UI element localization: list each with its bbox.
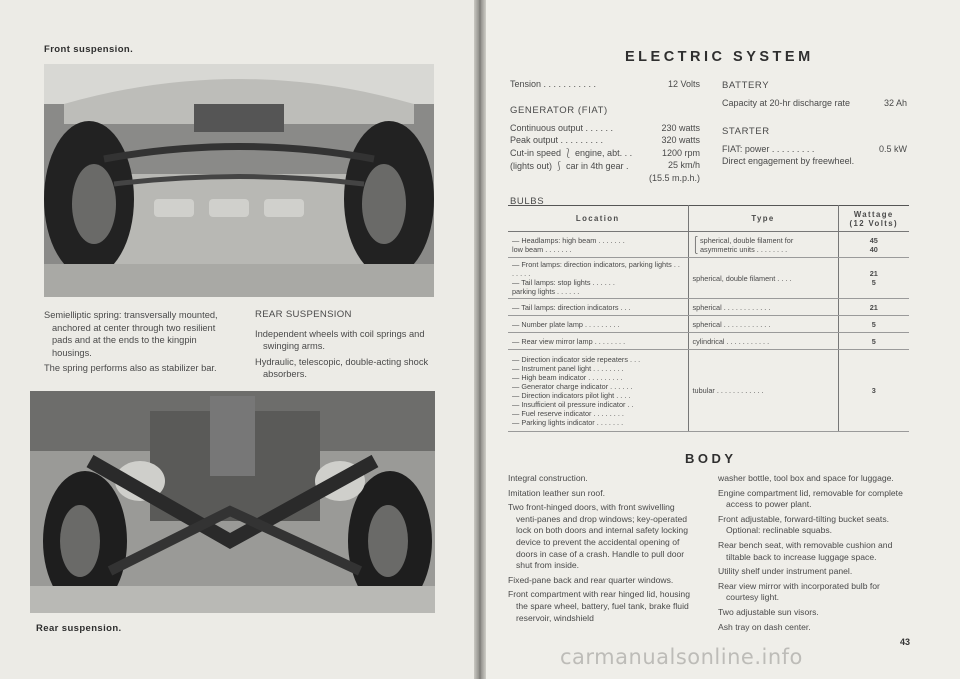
table-row <box>508 299 909 316</box>
generator-specs <box>510 78 700 213</box>
table-row <box>508 350 909 432</box>
wattage-cell: 5 <box>838 333 909 350</box>
location-cell: — Direction indicator side repeaters . . . — Instrument panel light . . . . . . . . — High beam indicator . . . . . . . . . — Generator charge indicator . . . . . . — Direction indicators pilot light . . . . — Insufficient oil pressure indicator . . — Fuel reserve indicator . . . . . . . . — Parking lights indicator . . . . . . . <box>508 350 688 432</box>
tension-row <box>510 78 700 91</box>
body-paragraph: Fixed-pane back and rear quarter windows. <box>508 574 674 585</box>
front-text-paragraph: Semielliptic spring: transversally mounted, anchored at center through two resilient pads and at the ends to the kingpin housings. <box>44 310 218 358</box>
starter-value: 0.5 kW <box>878 143 907 154</box>
generator-value: 1200 rpm <box>661 147 700 158</box>
site-watermark[interactable]: carmanualsonline.info <box>560 645 803 669</box>
generator-row <box>510 159 700 172</box>
table-row <box>508 258 909 299</box>
body-paragraph: Engine compartment lid, removable for complete access to power plant. <box>718 487 903 510</box>
body-paragraph: Front adjustable, forward-tilting bucket seats. Optional: reclinable squabs. <box>718 513 890 536</box>
location-cell: — Headlamps: high beam . . . . . . . low beam . . . . . . . <box>508 232 688 258</box>
battery-heading: BATTERY <box>722 80 770 91</box>
column-header-type: Type <box>688 206 838 232</box>
body-paragraph: Two front-hinged doors, with front swivelling venti-panes and drop windows; key-operated lock on both doors and internal safety locking device to prevent the accidental opening of doors in case of a crash. Handle to pull door shut from inside. <box>508 502 688 571</box>
front-text-paragraph: The spring performs also as stabilizer bar. <box>44 363 217 373</box>
type-cell: tubular . . . . . . . . . . . . <box>688 350 838 432</box>
body-paragraph: washer bottle, tool box and space for luggage. <box>718 473 894 483</box>
body-paragraph: Front compartment with rear hinged lid, housing the spare wheel, battery, fuel tank, brake fluid reservoir, windshield <box>508 589 690 623</box>
starter-heading: STARTER <box>722 125 770 137</box>
generator-value: (15.5 m.p.h.) <box>648 172 700 183</box>
location-cell: — Front lamps: direction indicators, parking lights . . . . . . . — Tail lamps: stop lights . . . . . . parking lights . . . . . . <box>508 258 688 299</box>
generator-label: Cut-in speed ⎱ engine, abt. . . <box>510 148 633 159</box>
rear-suspension-text <box>255 309 451 384</box>
body-paragraph: Rear view mirror with incorporated bulb for courtesy light. <box>718 580 880 603</box>
bulbs-header-row <box>508 206 909 232</box>
location-cell: — Number plate lamp . . . . . . . . . <box>508 316 688 333</box>
generator-heading: GENERATOR (FIAT) <box>510 104 608 116</box>
battery-value: 32 Ah <box>883 98 907 109</box>
tension-label: Tension . . . . . . . . . . . <box>510 79 597 90</box>
body-paragraph: Integral construction. <box>508 473 588 483</box>
battery-label: Capacity at 20-hr discharge rate <box>722 98 851 109</box>
rear-suspension-heading: REAR SUSPENSION <box>255 309 352 320</box>
page-number: 43 <box>900 637 911 647</box>
starter-row <box>722 143 907 156</box>
location-cell: — Tail lamps: direction indicators . . . <box>508 299 688 316</box>
body-paragraph: Ash tray on dash center. <box>718 621 811 632</box>
generator-row <box>510 122 700 135</box>
generator-value: 320 watts <box>661 135 700 146</box>
battery-starter-specs <box>722 78 907 168</box>
location-cell: — Rear view mirror lamp . . . . . . . . <box>508 333 688 350</box>
battery-row <box>722 97 907 110</box>
bulbs-table <box>508 205 909 432</box>
wattage-cell: 45 40 <box>838 232 909 258</box>
body-column-2 <box>718 473 914 636</box>
starter-label: FIAT: power . . . . . . . . . <box>722 143 815 154</box>
body-paragraph: Imitation leather sun roof. <box>508 487 605 498</box>
generator-label: (lights out) ⎰ car in 4th gear . <box>510 160 629 171</box>
front-suspension-caption: Front suspension. <box>44 44 134 55</box>
front-suspension-text <box>44 309 236 378</box>
front-suspension-photo <box>44 64 434 297</box>
type-cell: spherical . . . . . . . . . . . . <box>688 299 838 316</box>
generator-value: 25 km/h <box>667 160 700 171</box>
table-row <box>508 232 909 258</box>
generator-value: 230 watts <box>661 122 700 133</box>
generator-row <box>510 134 700 147</box>
bulbs-heading: BULBS <box>510 196 545 207</box>
body-paragraph: Two adjustable sun visors. <box>718 606 819 617</box>
wattage-cell: 21 5 <box>838 258 909 299</box>
wattage-cell: 5 <box>838 316 909 333</box>
electric-system-title: ELECTRIC SYSTEM <box>625 49 814 65</box>
generator-row <box>510 172 700 185</box>
generator-label: Peak output . . . . . . . . . <box>510 135 604 146</box>
rear-suspension-caption: Rear suspension. <box>36 623 122 634</box>
rear-text-paragraph: Hydraulic, telescopic, double-acting shock absorbers. <box>255 356 429 379</box>
rear-suspension-photo <box>30 391 435 613</box>
rear-text-paragraph: Independent wheels with coil springs and swinging arms. <box>255 328 425 351</box>
body-column-1 <box>508 473 698 627</box>
table-row <box>508 316 909 333</box>
wattage-cell: 21 <box>838 299 909 316</box>
wattage-cell: 3 <box>838 350 909 432</box>
type-cell: cylindrical . . . . . . . . . . . <box>688 333 838 350</box>
tension-value: 12 Volts <box>667 79 700 90</box>
table-row <box>508 333 909 350</box>
book-spine <box>474 0 486 679</box>
generator-label: Continuous output . . . . . . <box>510 122 614 133</box>
body-paragraph: Utility shelf under instrument panel. <box>718 566 853 577</box>
type-cell: spherical, double filament . . . . <box>688 258 838 299</box>
column-header-wattage: Wattage (12 Volts) <box>838 206 909 232</box>
body-title: BODY <box>685 451 737 466</box>
body-paragraph: Rear bench seat, with removable cushion and tiltable back to increase luggage space. <box>718 539 893 562</box>
generator-row <box>510 147 700 160</box>
column-header-location: Location <box>508 206 688 232</box>
starter-note: Direct engagement by freewheel. <box>722 156 855 167</box>
type-cell: ⎧ spherical, double filament for ⎩ asymmetric units . . . . . . . . <box>688 232 838 258</box>
type-cell: spherical . . . . . . . . . . . . <box>688 316 838 333</box>
